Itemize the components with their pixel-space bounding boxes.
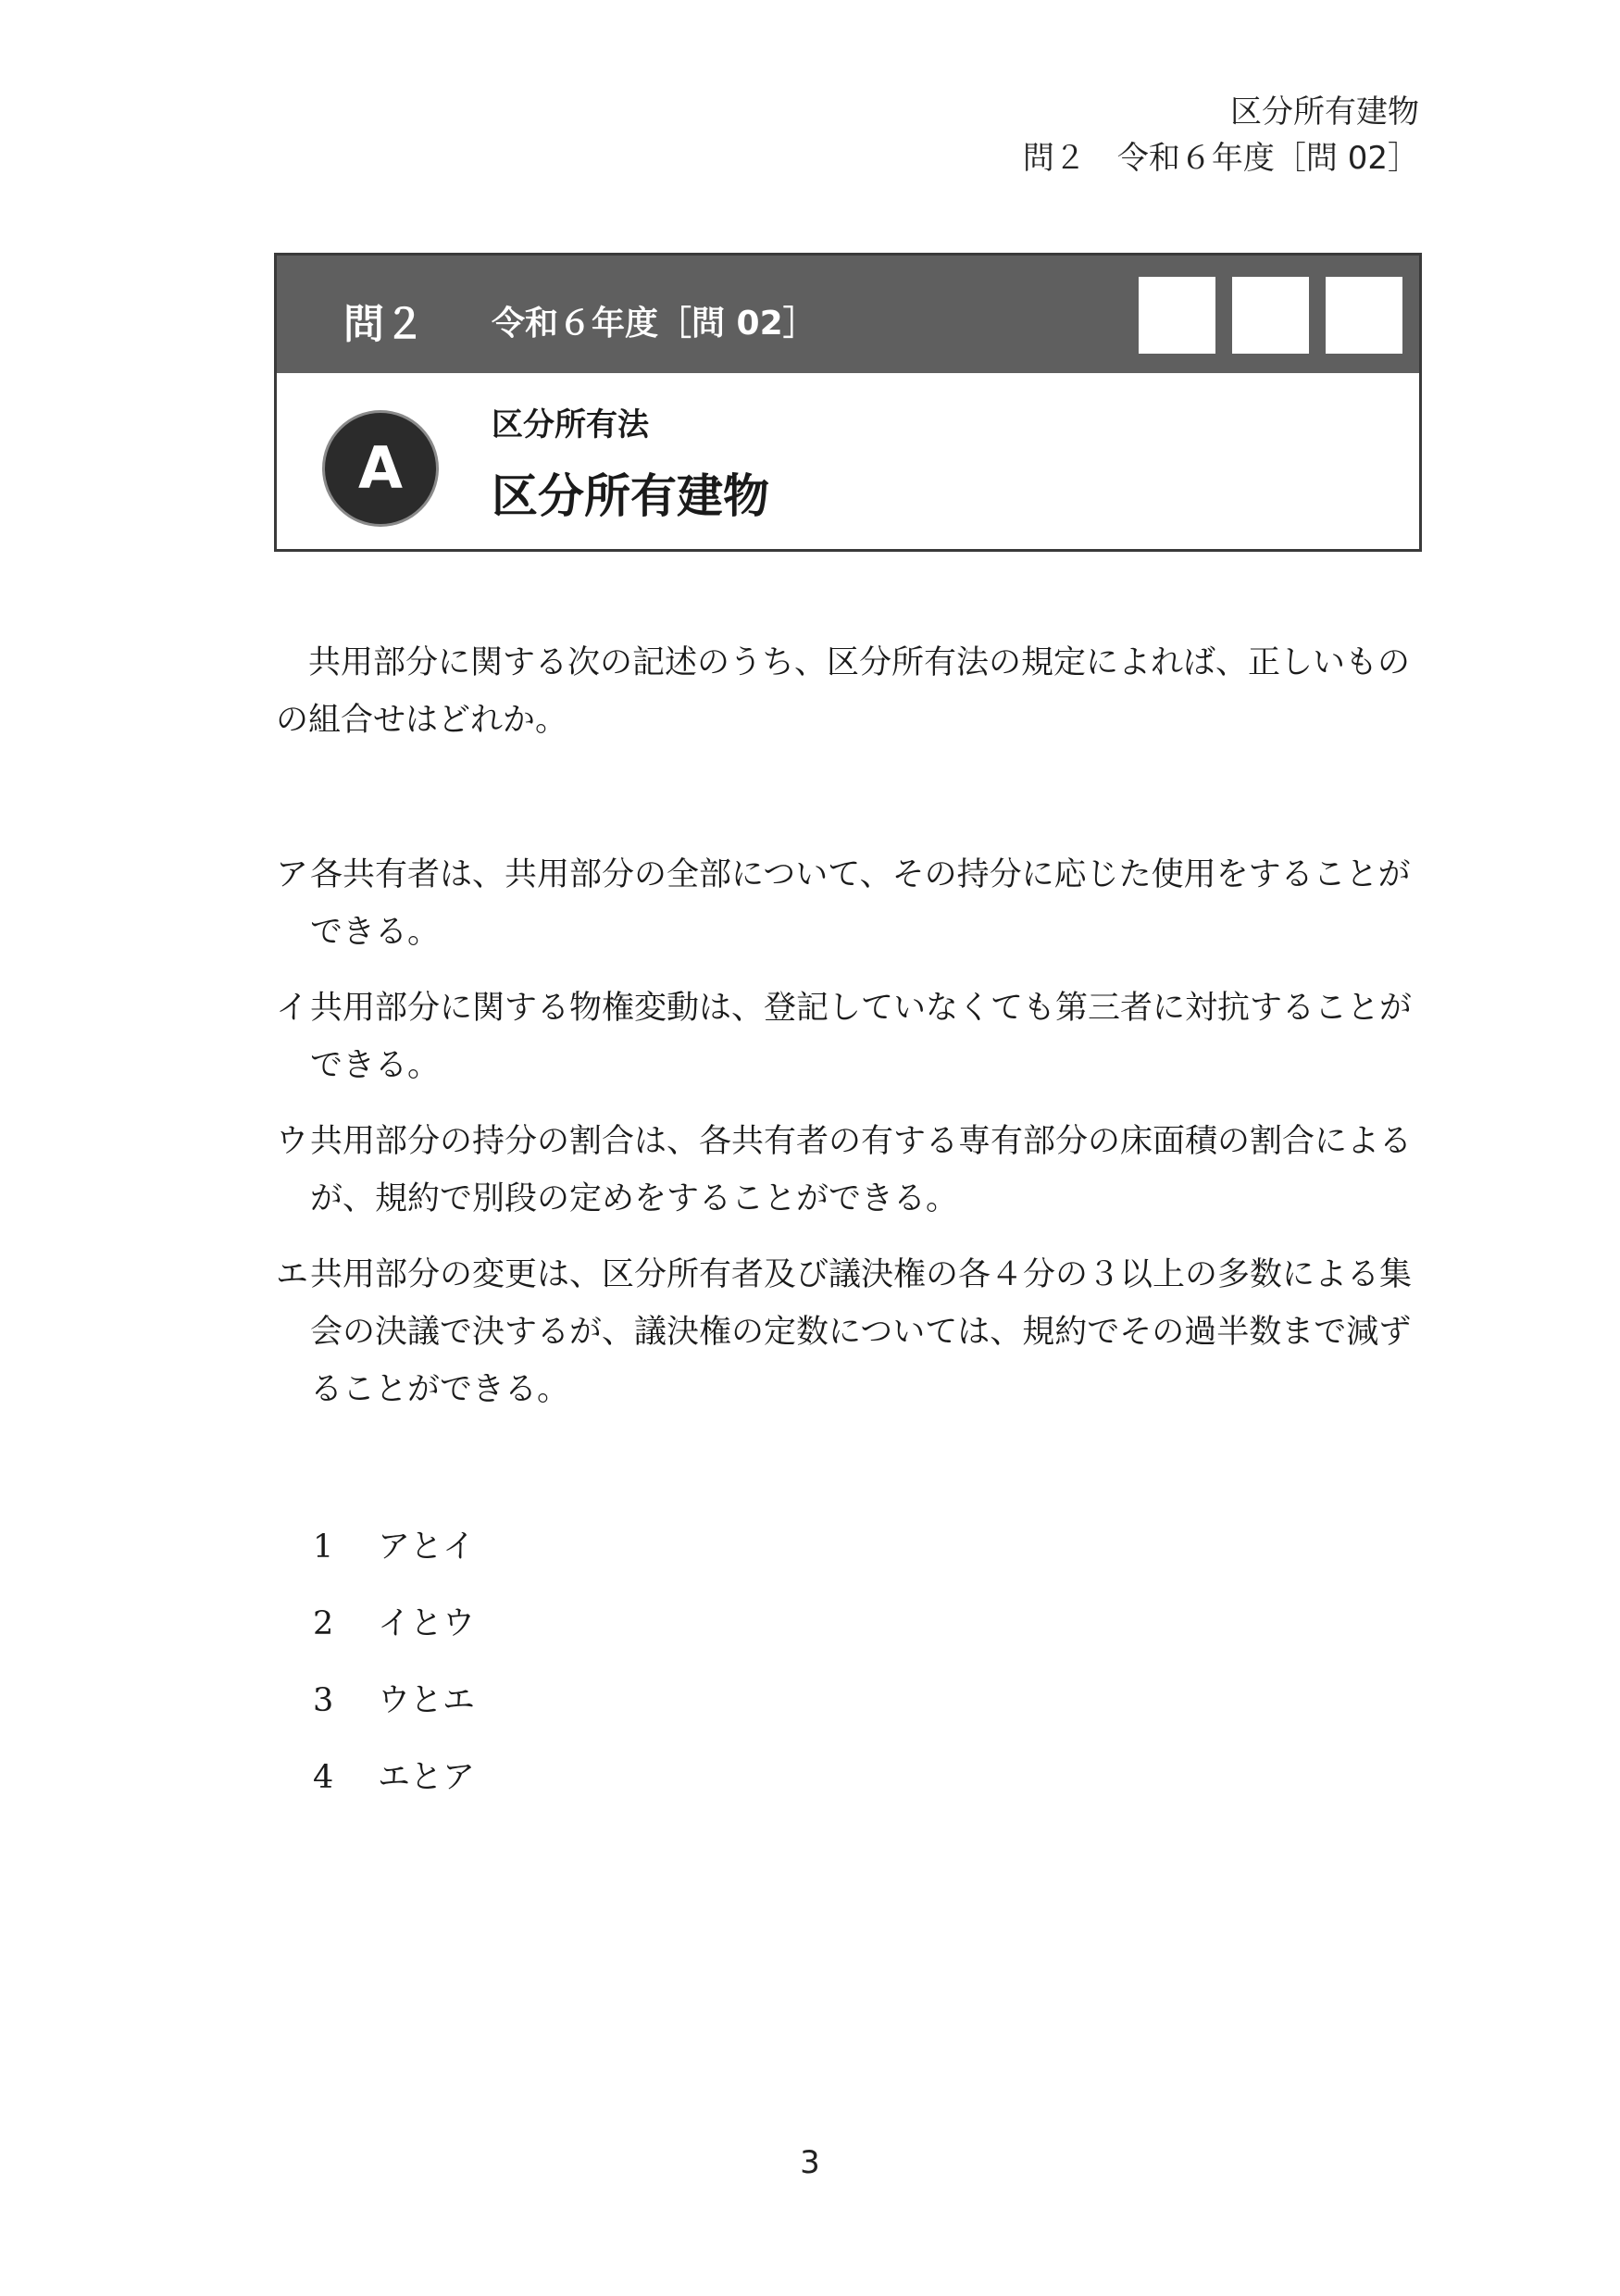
answer-option-1[interactable]: [313, 1518, 475, 1595]
option-number: 4: [313, 1759, 334, 1796]
check-box-3: [1326, 277, 1402, 354]
answer-option-4[interactable]: [313, 1749, 475, 1826]
page-number: 3: [800, 2144, 820, 2181]
option-text: ウとエ: [378, 1682, 476, 1719]
statement-label: ア: [276, 856, 309, 893]
option-text: アとイ: [378, 1529, 476, 1566]
category-label: 区分所有法: [492, 406, 649, 443]
statement-list: [276, 846, 1428, 1437]
running-head: [1023, 89, 1419, 181]
rank-badge: A: [325, 413, 436, 524]
question-number: 問２: [343, 301, 425, 348]
check-box-1: [1139, 277, 1215, 354]
option-number: 1: [313, 1529, 334, 1566]
running-head-topic: 区分所有建物: [1230, 94, 1419, 131]
option-text: エとア: [378, 1759, 476, 1796]
statement-label: エ: [276, 1256, 309, 1293]
statement-text: 共用部分の持分の割合は、各共有者の有する専有部分の床面積の割合によるが、規約で別段の定めをすることができる。: [310, 1123, 1413, 1217]
option-number: 3: [313, 1682, 334, 1719]
running-head-question: 問２ 令和６年度［問 02］: [1022, 140, 1419, 177]
check-box-2: [1232, 277, 1309, 354]
answer-option-2[interactable]: [313, 1595, 475, 1672]
statement-text: 共用部分の変更は、区分所有者及び議決権の各４分の３以上の多数による集会の決議で決するが、議決権の定数については、規約でその過半数まで減ずることができる。: [310, 1256, 1413, 1408]
question-header-bar: [277, 256, 1419, 373]
answer-options: [313, 1518, 475, 1826]
question-year: 令和６年度［問 02］: [492, 305, 816, 343]
statement-text: 各共有者は、共用部分の全部について、その持分に応じた使用をすることができる。: [310, 856, 1411, 951]
statement-text: 共用部分に関する物権変動は、登記していなくても第三者に対抗することができる。: [310, 990, 1413, 1084]
statement-a: [276, 846, 1428, 961]
statement-label: ウ: [276, 1123, 309, 1160]
question-stem: 共用部分に関する次の記述のうち、区分所有法の規定によれば、正しいものの組合せはどれか。: [276, 644, 1411, 739]
statement-u: [276, 1113, 1428, 1228]
check-boxes: [1139, 277, 1402, 354]
topic-title: 区分所有建物: [492, 469, 769, 523]
statement-i: [276, 980, 1428, 1094]
statement-label: イ: [276, 990, 309, 1027]
option-number: 2: [313, 1605, 334, 1642]
statement-e: [276, 1246, 1428, 1418]
answer-option-3[interactable]: [313, 1672, 475, 1749]
question-header-box: [274, 253, 1422, 552]
option-text: イとウ: [378, 1605, 476, 1642]
